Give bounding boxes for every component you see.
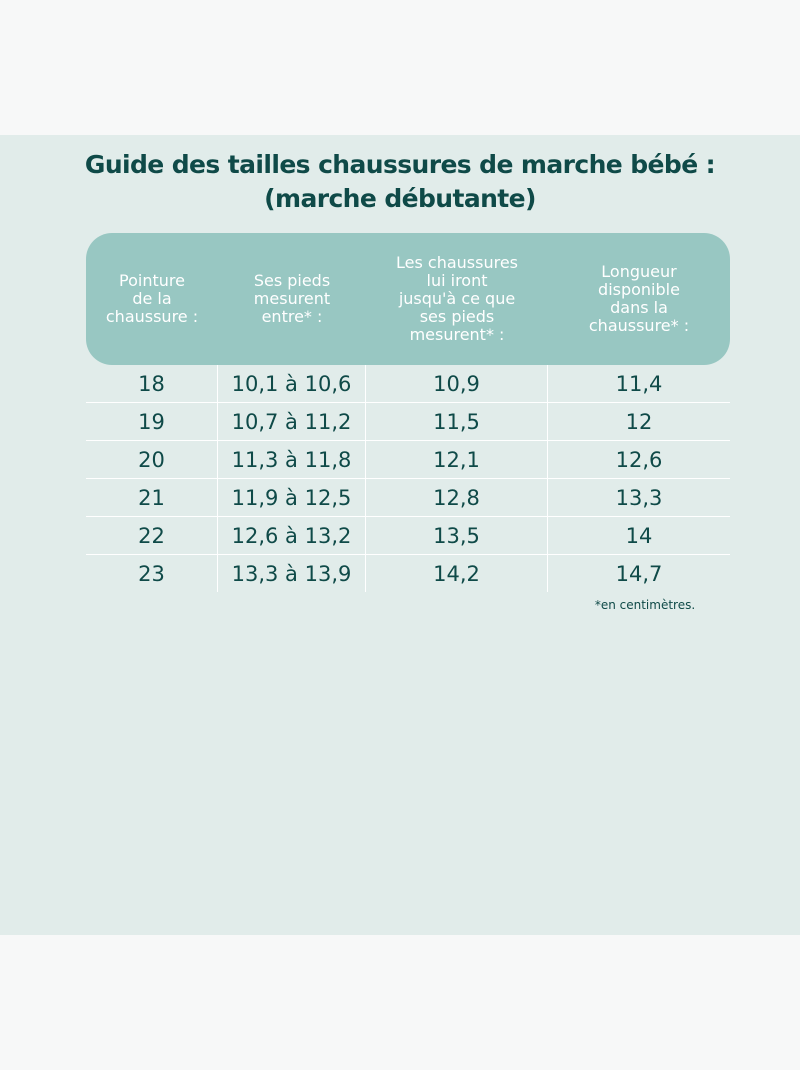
table-row [86, 403, 730, 441]
cell-pointure: 18 [86, 365, 218, 402]
table-body [86, 365, 730, 592]
footnote: *en centimètres. [594, 598, 696, 612]
header-pieds-label: Ses pieds mesurent entre* : [253, 271, 331, 326]
cell-chaussures: 14,2 [366, 555, 548, 592]
cell-pointure: 20 [86, 441, 218, 478]
cell-pointure: 21 [86, 479, 218, 516]
table-row [86, 441, 730, 479]
cell-chaussures: 11,5 [366, 403, 548, 440]
header-chaussures-label: Les chaussures lui iront jusqu'à ce que ses pieds mesurent* : [396, 253, 518, 344]
header-longueur-label: Longueur disponible dans la chaussure* : [588, 262, 690, 335]
table-header [86, 233, 730, 365]
title-line-2: (marche débutante) [264, 184, 536, 213]
header-longueur-disponible [548, 233, 730, 365]
table-row [86, 479, 730, 517]
cell-pieds: 13,3 à 13,9 [218, 555, 366, 592]
header-pointure-label: Pointure de la chaussure : [105, 271, 199, 326]
table-row [86, 365, 730, 403]
cell-pieds: 12,6 à 13,2 [218, 517, 366, 554]
header-pieds-mesurent [218, 233, 366, 365]
cell-longueur: 13,3 [615, 485, 663, 510]
cell-pointure: 19 [86, 403, 218, 440]
cell-longueur: 12,6 [615, 447, 663, 472]
cell-longueur: 14 [625, 523, 653, 548]
cell-pieds: 11,3 à 11,8 [218, 441, 366, 478]
cell-pieds: 11,9 à 12,5 [218, 479, 366, 516]
cell-pieds: 10,7 à 11,2 [218, 403, 366, 440]
cell-pieds: 10,1 à 10,6 [218, 365, 366, 402]
title-line-1: Guide des tailles chaussures de marche bébé : [84, 150, 716, 179]
cell-pointure: 23 [86, 555, 218, 592]
cell-chaussures: 12,1 [366, 441, 548, 478]
cell-chaussures: 13,5 [366, 517, 548, 554]
cell-chaussures: 10,9 [366, 365, 548, 402]
header-pointure [86, 233, 218, 365]
table-row [86, 555, 730, 592]
cell-longueur: 12 [625, 409, 653, 434]
cell-pointure: 22 [86, 517, 218, 554]
header-chaussures-iront [366, 233, 548, 365]
cell-chaussures: 12,8 [366, 479, 548, 516]
cell-longueur: 14,7 [615, 561, 663, 586]
cell-longueur: 11,4 [615, 371, 663, 396]
table-row [86, 517, 730, 555]
page-title [0, 148, 800, 216]
